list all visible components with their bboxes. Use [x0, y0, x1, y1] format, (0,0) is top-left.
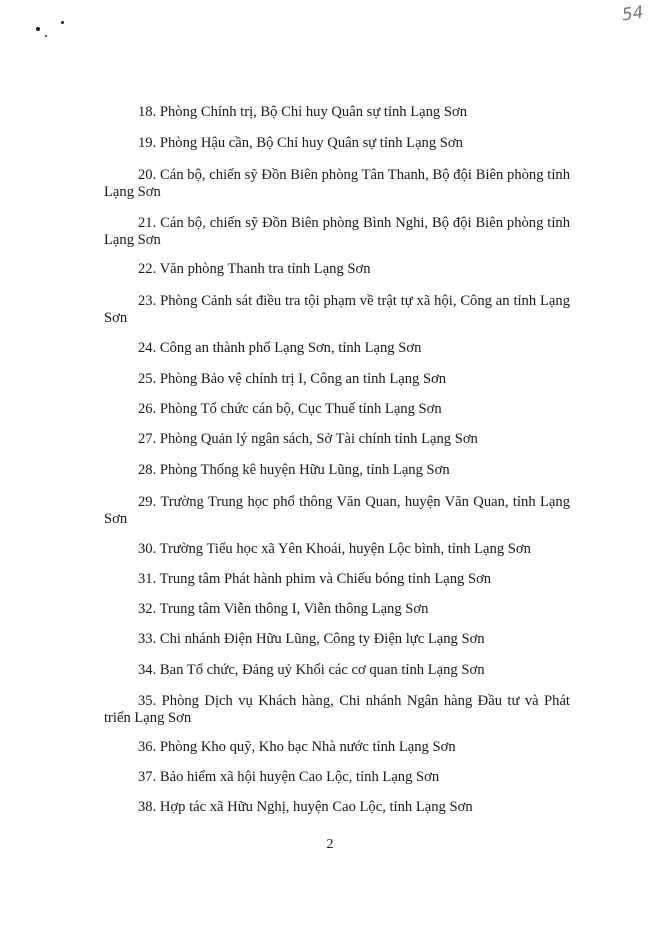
list-item: 30. Trường Tiểu học xã Yên Khoái, huyện Lộc bình, tỉnh Lạng Sơn	[138, 541, 531, 557]
list-item: 27. Phòng Quản lý ngân sách, Sở Tài chính tỉnh Lạng Sơn	[138, 431, 478, 447]
page-number: 2	[326, 837, 334, 852]
scan-speck	[45, 35, 47, 37]
scan-speck	[61, 21, 64, 24]
list-item: 26. Phòng Tổ chức cán bộ, Cục Thuế tỉnh Lạng Sơn	[138, 401, 442, 417]
list-item: 28. Phòng Thống kê huyện Hữu Lũng, tỉnh Lạng Sơn	[138, 462, 450, 478]
list-item: 23. Phòng Cảnh sát điều tra tội phạm về trật tự xã hội, Công an tỉnh Lạng Sơn	[104, 293, 570, 326]
scan-speck	[36, 27, 40, 31]
list-item: 19. Phòng Hậu cần, Bộ Chỉ huy Quân sự tỉnh Lạng Sơn	[138, 135, 463, 151]
list-item: 38. Hợp tác xã Hữu Nghị, huyện Cao Lộc, tỉnh Lạng Sơn	[138, 799, 473, 815]
list-item: 32. Trung tâm Viễn thông I, Viễn thông Lạng Sơn	[138, 601, 429, 617]
list-item: 20. Cán bộ, chiến sỹ Đồn Biên phòng Tân Thanh, Bộ đội Biên phòng tỉnh Lạng Sơn	[104, 167, 570, 200]
list-item: 35. Phòng Dịch vụ Khách hàng, Chi nhánh Ngân hàng Đầu tư và Phát triển Lạng Sơn	[104, 693, 570, 726]
list-item: 37. Bảo hiểm xã hội huyện Cao Lộc, tỉnh Lạng Sơn	[138, 769, 440, 785]
list-item: 31. Trung tâm Phát hành phim và Chiếu bóng tỉnh Lạng Sơn	[138, 571, 492, 587]
list-item: 29. Trường Trung học phổ thông Văn Quan, huyện Văn Quan, tỉnh Lạng Sơn	[104, 494, 570, 527]
list-item: 36. Phòng Kho quỹ, Kho bạc Nhà nước tỉnh Lạng Sơn	[138, 739, 456, 755]
handwritten-page-annotation: 54	[621, 2, 646, 26]
list-item: 34. Ban Tổ chức, Đảng uỷ Khối các cơ quan tỉnh Lạng Sơn	[138, 662, 485, 678]
list-item: 25. Phòng Bảo vệ chính trị I, Công an tỉnh Lạng Sơn	[138, 371, 447, 387]
list-item: 18. Phòng Chính trị, Bộ Chỉ huy Quân sự tỉnh Lạng Sơn	[138, 104, 468, 120]
list-item: 24. Công an thành phố Lạng Sơn, tỉnh Lạng Sơn	[138, 340, 422, 356]
list-item: 33. Chi nhánh Điện Hữu Lũng, Công ty Điện lực Lạng Sơn	[138, 631, 485, 647]
list-item: 21. Cán bộ, chiến sỹ Đồn Biên phòng Bình Nghi, Bộ đội Biên phòng tỉnh Lạng Sơn	[104, 215, 570, 248]
list-item: 22. Văn phòng Thanh tra tỉnh Lạng Sơn	[138, 261, 371, 277]
